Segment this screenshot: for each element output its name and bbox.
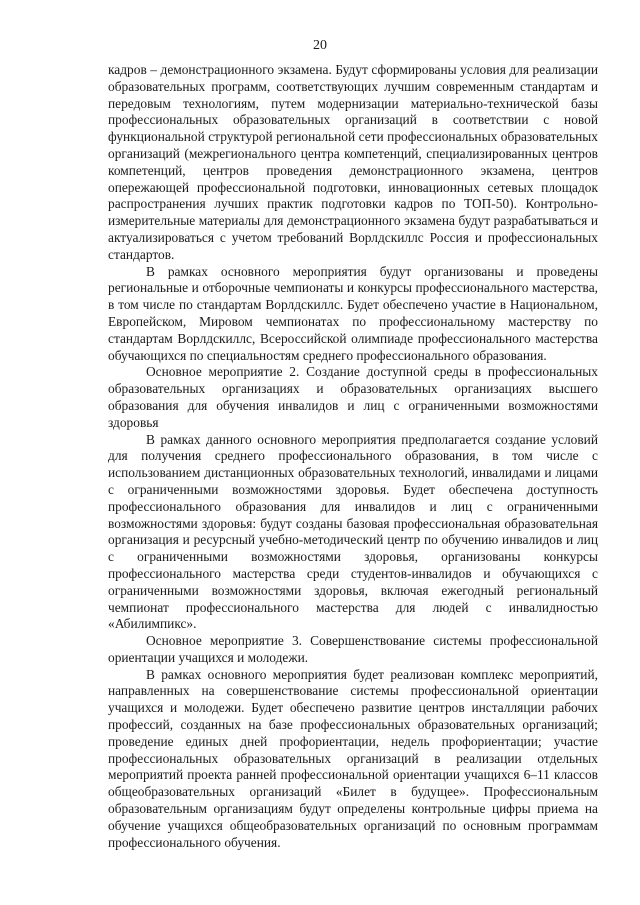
paragraph-activity-3-heading: Основное мероприятие 3. Совершенствование системы профессиональной ориентации учащихся и молодежи. xyxy=(108,633,598,665)
paragraph-activity-2-heading: Основное мероприятие 2. Создание доступной среды в профессиональных образовательных организациях и образовательных организациях высшего образования для обучения инвалидов и лиц с ограниченными возможностями здоровья xyxy=(108,364,598,430)
paragraph-career-guidance: В рамках основного мероприятия будет реализован комплекс мероприятий, направленных на совершенствование системы профессиональной ориентации учащихся и молодежи. Будет обеспечено развитие центров инсталляции рабочих профессий, созданных на базе профессиональных образовательных организаций; проведение единых дней профориентации, недель профориентации; участие профессиональных образовательных организаций в реализации отдельных мероприятий проекта ранней профессиональной ориентации учащихся 6–11 классов общеобразовательных организаций «Билет в будущее». Профессиональным образовательным организациям будут определены контрольные цифры приема на обучение учащихся общеобразовательных организаций по основным программам профессионального обучения. xyxy=(108,666,598,850)
body-text xyxy=(108,62,598,851)
paragraph-championships: В рамках основного мероприятия будут организованы и проведены региональные и отборочные чемпионаты и конкурсы профессионального мастерства, в том числе по стандартам Ворлдскиллс. Будет обеспечено участие в Национальном, Европейском, Мировом чемпионатах по профессиональному мастерству по стандартам Ворлдскиллс, Всероссийской олимпиаде профессионального мастерства обучающихся по специальностям среднего профессионального образования. xyxy=(108,263,598,363)
page-number: 20 xyxy=(313,38,327,53)
paragraph-accessibility: В рамках данного основного мероприятия предполагается создание условий для получения среднего профессионального образования, в том числе с использованием дистанционных образовательных технологий, инвалидами и лицами с ограниченными возможностями здоровья. Будет обеспечена доступность профессионального образования для инвалидов и лиц с ограниченными возможностями здоровья: будут созданы базовая профессиональная образовательная организация и ресурсный учебно-методический центр по обучению инвалидов и лиц с ограниченными возможностями здоровья, организованы конкурсы профессионального мастерства среди студентов-инвалидов и обучающихся с ограниченными возможностями здоровья, включая ежегодный региональный чемпионат профессионального мастерства для людей с инвалидностью «Абилимпикс». xyxy=(108,431,598,632)
paragraph-exam-conditions: кадров – демонстрационного экзамена. Будут сформированы условия для реализации образовательных программ, соответствующих лучшим современным стандартам и передовым технологиям, путем модернизации материально-технической базы профессиональных образовательных организаций в соответствии с новой функциональной структурой региональной сети профессиональных образовательных организаций (межрегионального центра компетенций, специализированных центров компетенций, центров проведения демонстрационного экзамена, центров опережающей профессиональной подготовки, инновационных сетевых площадок распространения лучших практик подготовки кадров по ТОП-50). Контрольно-измерительные материалы для демонстрационного экзамена будут разрабатываться и актуализироваться с учетом требований Ворлдскиллс Россия и профессиональных стандартов. xyxy=(108,62,598,262)
